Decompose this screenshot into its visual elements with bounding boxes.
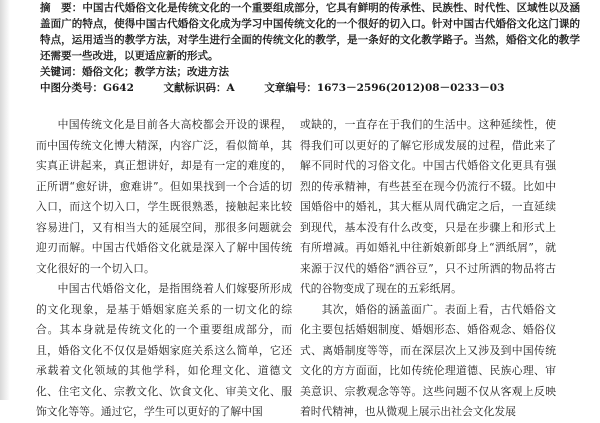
paragraph: 中国古代婚俗文化，是指围绕着人们嫁娶所形成的文化现象，是基于婚姻家庭关系的一切文化的综合。其本身就是传统文化的一个重要组成部分，而且，婚俗文化不仅仅是婚姻家庭关系这么简单，它还承载着文化领域的其他学科，如伦理文化、道德文化、住宅文化、宗教文化、饮食文化、审美文化、服饰文化等等。通过它，学生可以更好的了解中国 (36, 282, 292, 418)
right-column (300, 115, 556, 423)
scan-edge-shadow (0, 0, 10, 400)
article-meta (40, 80, 580, 95)
paragraph: 或缺的，一直存在于我们的生活中。这种延续性，使得我们可以更好的了解它形成发展的过程，借此来了解不同时代的习俗文化。中国古代婚俗文化更具有强烈的传承精神，有些甚至在现今仍流行不辍。比如中国婚俗中的婚礼，其大框从周代确定之后，一直延续到现代，基本没有什么改变，只是在步骤上和形式上有所增减。再如婚礼中往新娘新郎身上“洒纸屑”，就来源于汉代的婚俗“洒谷豆”，只不过所洒的物品将古代的谷物变成了现在的五彩纸屑。 (300, 118, 556, 295)
left-column (36, 115, 292, 423)
paragraph: 中国传统文化是目前各大高校都会开设的课程，而中国传统文化博大精深，内容广泛，看似简单，其实真正讲起来，真正想讲好，却是有一定的难度的，正所谓“愈好讲，愈难讲”。但如果找到一个合适的切入口，而这个切入口，学生既很熟悉，接触起来比较容易进门，又有相当大的延展空间，那很多问题就会迎刃而解。中国古代婚俗文化就是深入了解中国传统文化很好的一个切入口。 (36, 118, 292, 275)
article-number: 文章编号：1673－2596(2012)08－0233－03 (264, 82, 505, 94)
abstract (40, 0, 580, 64)
keywords: 关键词：婚俗文化；教学方法；改进方法 (40, 66, 229, 78)
abstract-text: 中国古代婚俗文化是传统文化的一个重要组成部分，它具有鲜明的传承性、民族性、时代性、区域性以及涵盖面广的特点，使得中国古代婚俗文化成为学习中国传统文化的一个很好的切入口。针对中国古代婚俗文化这门课的特点，运用适当的教学方法，对学生进行全面的传统文化的教学，是一条好的文化教学路子。当然，婚俗文化的教学还需要一些改进，以更适应新的形式。 (40, 2, 581, 62)
clc-number: 中图分类号：G642 (40, 82, 134, 94)
abstract-label: 摘 要： (40, 2, 83, 14)
document-code: 文献标识码：A (163, 82, 235, 94)
paragraph: 其次，婚俗的涵盖面广。表面上看，古代婚俗文化主要包括婚姻制度、婚姻形态、婚俗观念、婚俗仪式、离婚制度等等，而在深层次上又涉及到中国传统文化的方方面面，比如传统伦理道德、民族心理、审美意识、宗教观念等等。这些问题不仅从客观上反映着时代精神，也从微观上展示出社会文化发展 (300, 302, 556, 418)
